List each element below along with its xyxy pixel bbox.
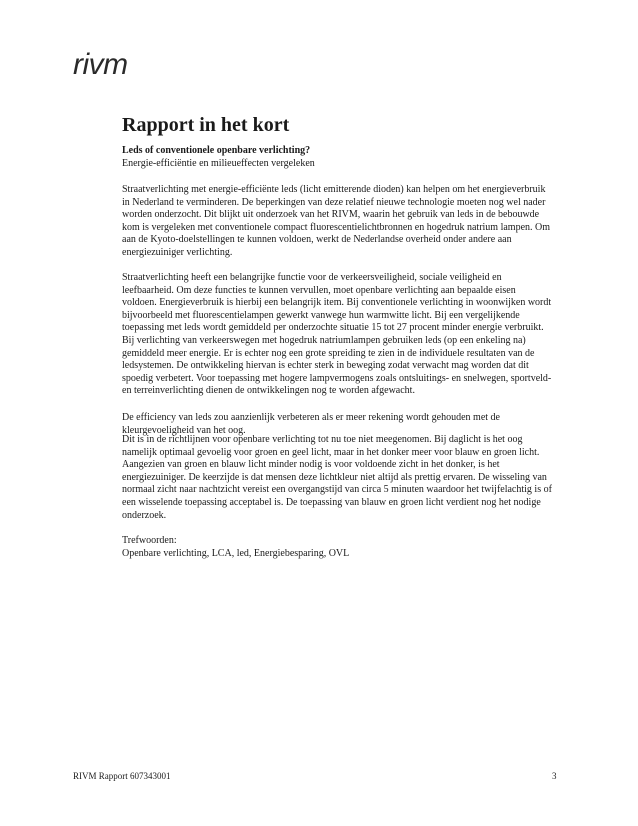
rivm-logo: rivm xyxy=(73,48,128,81)
keywords-label: Trefwoorden: xyxy=(122,535,177,546)
paragraph-function: Straatverlichting heeft een belangrijke functie voor de verkeersveiligheid, sociale veiligheid en leefbaarheid. Om deze functies te kunnen vervullen, moet openbare verlichting aan bepaalde eisen voldoen. Energieverbruik is hierbij een belangrijk item. Bij conventionele verlichting in woonwijken wordt bijvoorbeeld met fluorescentielampen gewerkt vanwege hun warmwitte licht. Bij een vergelijkende toepassing met leds wordt gemiddeld per onderzochte situatie 15 tot 27 procent minder energie verbruikt. Bij verlichting van verkeerswegen met hogedruk natriumlampen gebruiken leds (op een enkeling na) gemiddeld meer energie. Er is echter nog een grote spreiding te zien in de individuele resultaten van de ledsystemen. De ontwikkeling hiervan is echter sterk in beweging zodat verwacht mag worden dat dit spoedig verbetert. Voor toepassing met hogere lampvermogens zoals ontsluitings- en snelwegen, sportveld- en terreinverlichting dienen de ontwikkelingen nog te worden afgewacht. xyxy=(122,272,552,397)
subtitle: Energie-efficiëntie en milieueffecten vergeleken xyxy=(122,158,315,169)
paragraph-intro: Straatverlichting met energie-efficiënte leds (licht emitterende dioden) kan helpen om het energieverbruik in Nederland te verminderen. De beperkingen van deze relatief nieuwe technologie moeten nog wel nader worden onderzocht. Dit blijkt uit onderzoek van het RIVM, waarin het gebruik van leds in de bebouwde kom is vergeleken met conventionele compact fluorescentielichtbronnen en hogedruk natrium lampen. Om aan de Kyoto-doelstellingen te kunnen voldoen, werkt de Nederlandse overheid onder andere aan energiezuiniger verlichting. xyxy=(122,184,551,258)
paragraph-efficiency: De efficiency van leds zou aanzienlijk verbeteren als er meer rekening wordt gehouden met de kleurgevoeligheid van het oog. xyxy=(122,412,500,436)
page-title: Rapport in het kort xyxy=(122,114,290,136)
paragraph-guidelines: Dit is in de richtlijnen voor openbare verlichting tot nu toe niet meegenomen. Bij daglicht is het oog namelijk optimaal gevoelig voor groen en geel licht, maar in het donker meer voor blauw en groen licht. Aangezien van groen en blauw licht minder nodig is voor voldoende zicht in het donker, is het energiezuiniger. De keerzijde is dat mensen deze lichtkleur niet altijd als prettig ervaren. De wisseling van normaal zicht naar nachtzicht vereist een overgangstijd van circa 5 minuten waardoor het twijfelachtig is of een wisselende toepassing acceptabel is. De toepassing van blauw en groen licht verdient nog het nodige onderzoek. xyxy=(122,434,552,521)
footer-report-number: RIVM Rapport 607343001 xyxy=(73,771,171,781)
subtitle-question: Leds of conventionele openbare verlichting? xyxy=(122,145,311,156)
page-number: 3 xyxy=(552,771,557,781)
keywords-list: Openbare verlichting, LCA, led, Energiebesparing, OVL xyxy=(122,548,350,559)
